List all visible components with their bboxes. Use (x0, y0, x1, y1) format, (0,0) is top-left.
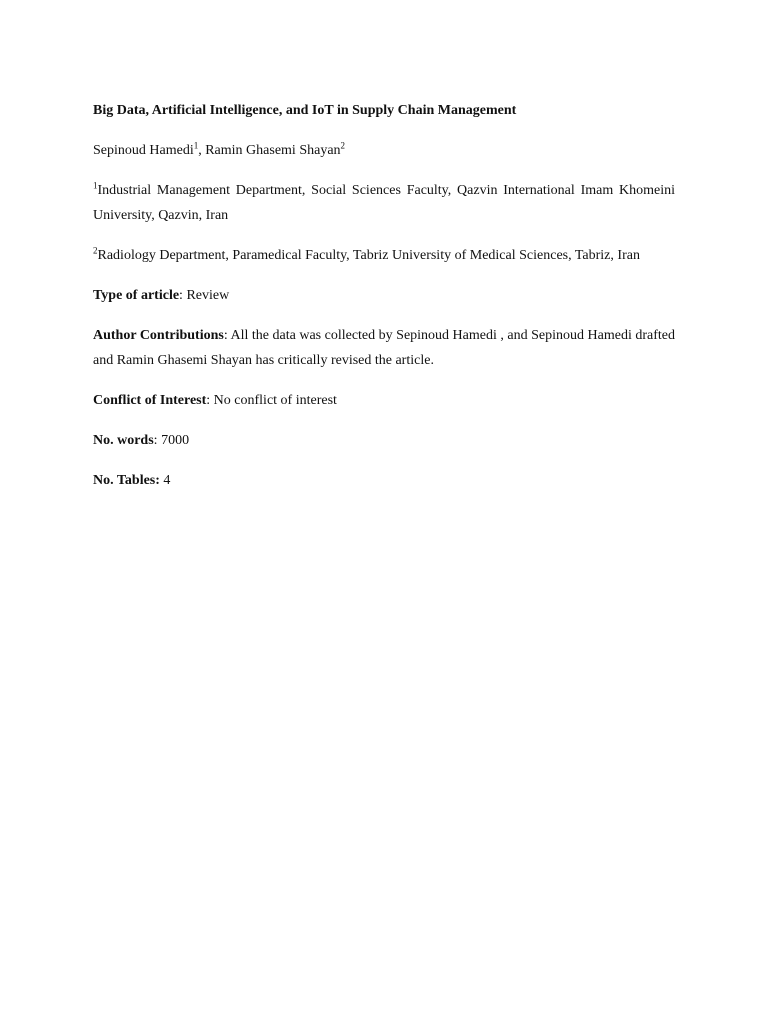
article-type-value: Review (186, 288, 230, 303)
author-line (93, 138, 675, 163)
affiliation-1-text: Industrial Management Department, Social Sciences Faculty, Qazvin International Imam Khomeini University, Qazvin, Iran (93, 183, 675, 223)
author-contributions-label: Author Contributions (93, 328, 224, 343)
conflict-of-interest (93, 388, 675, 413)
affiliation-2 (93, 243, 675, 268)
paper-title: Big Data, Artificial Intelligence, and IoT in Supply Chain Management (93, 103, 517, 118)
article-type-separator: : (179, 288, 187, 303)
word-count (93, 428, 675, 453)
affiliation-1 (93, 178, 675, 228)
author-2-name: Ramin Ghasemi Shayan (205, 143, 341, 158)
author-contributions-value: All the data was collected by Sepinoud Hamedi , and Sepinoud Hamedi drafted and Ramin Ghasemi Shayan has critically revised the article. (93, 328, 675, 368)
table-count (93, 468, 675, 493)
table-count-value: 4 (163, 473, 171, 488)
table-count-label: No. Tables: (93, 473, 160, 488)
author-1-affiliation-mark: 1 (193, 140, 199, 151)
article-type-label: Type of article (93, 288, 180, 303)
article-type (93, 283, 675, 308)
word-count-value: 7000 (161, 433, 190, 448)
word-count-label: No. words (93, 433, 154, 448)
conflict-of-interest-label: Conflict of Interest (93, 393, 207, 408)
author-2-affiliation-mark: 2 (340, 140, 346, 151)
author-separator: , (198, 143, 206, 158)
author-1-name: Sepinoud Hamedi (93, 143, 194, 158)
conflict-of-interest-separator: : (206, 393, 214, 408)
author-contributions-separator: : (223, 328, 231, 343)
author-contributions (93, 323, 675, 373)
document-page (93, 98, 675, 508)
word-count-separator: : (153, 433, 162, 448)
affiliation-1-mark: 1 (93, 180, 98, 191)
affiliation-2-mark: 2 (93, 245, 98, 256)
conflict-of-interest-value: No conflict of interest (213, 393, 337, 408)
affiliation-2-text: Radiology Department, Paramedical Faculty, Tabriz University of Medical Sciences, Tabriz, Iran (97, 248, 640, 263)
